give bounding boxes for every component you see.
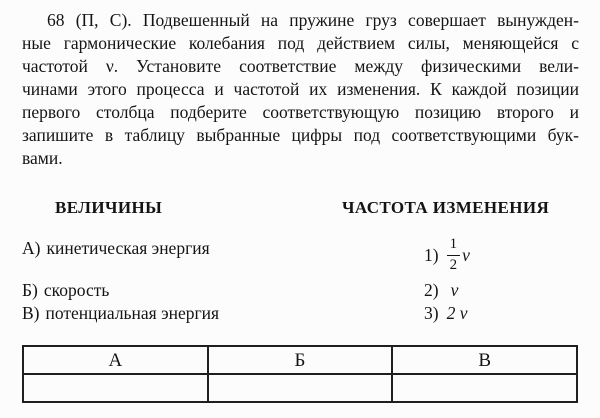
quantity-item-a (22, 238, 210, 259)
option-label: 3) (424, 303, 439, 323)
option-item-3 (424, 303, 467, 324)
quantity-item-v (22, 303, 219, 324)
problem-text-line: чинами этого процесса и частотой их изменения. К каждой позиции (22, 79, 579, 99)
answer-cell-v (392, 374, 577, 402)
answer-table-header-b: Б (208, 346, 393, 374)
option-item-1 (424, 232, 470, 278)
quantity-label: В) (22, 303, 40, 323)
nu-symbol: ν (450, 280, 459, 300)
quantity-label: А) (22, 238, 41, 258)
fraction-denominator: 2 (449, 256, 458, 273)
answer-table-header-row (23, 346, 577, 374)
quantity-text: потенциальная энергия (45, 303, 220, 323)
answer-table (22, 345, 578, 403)
frequency-column-header: ЧАСТОТА ИЗМЕНЕНИЯ (342, 198, 550, 217)
problem-text-line: вами. (22, 148, 63, 168)
answer-table-header-v: В (392, 346, 577, 374)
fraction-numerator: 1 (447, 237, 461, 256)
option-label: 2) (424, 280, 439, 300)
problem-text-line: частотой ν. Установите соответствие между физическими вели- (22, 56, 579, 76)
problem-text-line: ные гармонические колебания под действием силы, меняющейся с (22, 33, 579, 53)
answer-cell-a (23, 374, 208, 402)
problem-statement (22, 9, 579, 170)
answer-cell-b (208, 374, 393, 402)
answer-table-cell-row (23, 374, 577, 402)
quantity-item-b (22, 280, 109, 301)
quantity-label: Б) (22, 280, 38, 300)
problem-text-line: 68 (П, С). Подвешенный на пружине груз совершает вынужден- (47, 10, 579, 30)
option-label: 1) (424, 244, 439, 265)
quantity-text: скорость (43, 280, 110, 300)
problem-text-line: первого столбца подберите соответствующую позицию второго и (22, 102, 579, 122)
answer-table-header-a: А (23, 346, 208, 374)
quantity-text: кинетическая энергия (46, 238, 210, 258)
option-item-2 (424, 280, 458, 301)
quantities-column-header: ВЕЛИЧИНЫ (55, 198, 163, 217)
fraction-one-half (447, 237, 461, 274)
nu-symbol: 2 ν (446, 303, 468, 323)
problem-text-line: запишите в таблицу выбранные цифры под соответствующими бук- (22, 125, 579, 145)
nu-symbol: ν (462, 244, 470, 265)
